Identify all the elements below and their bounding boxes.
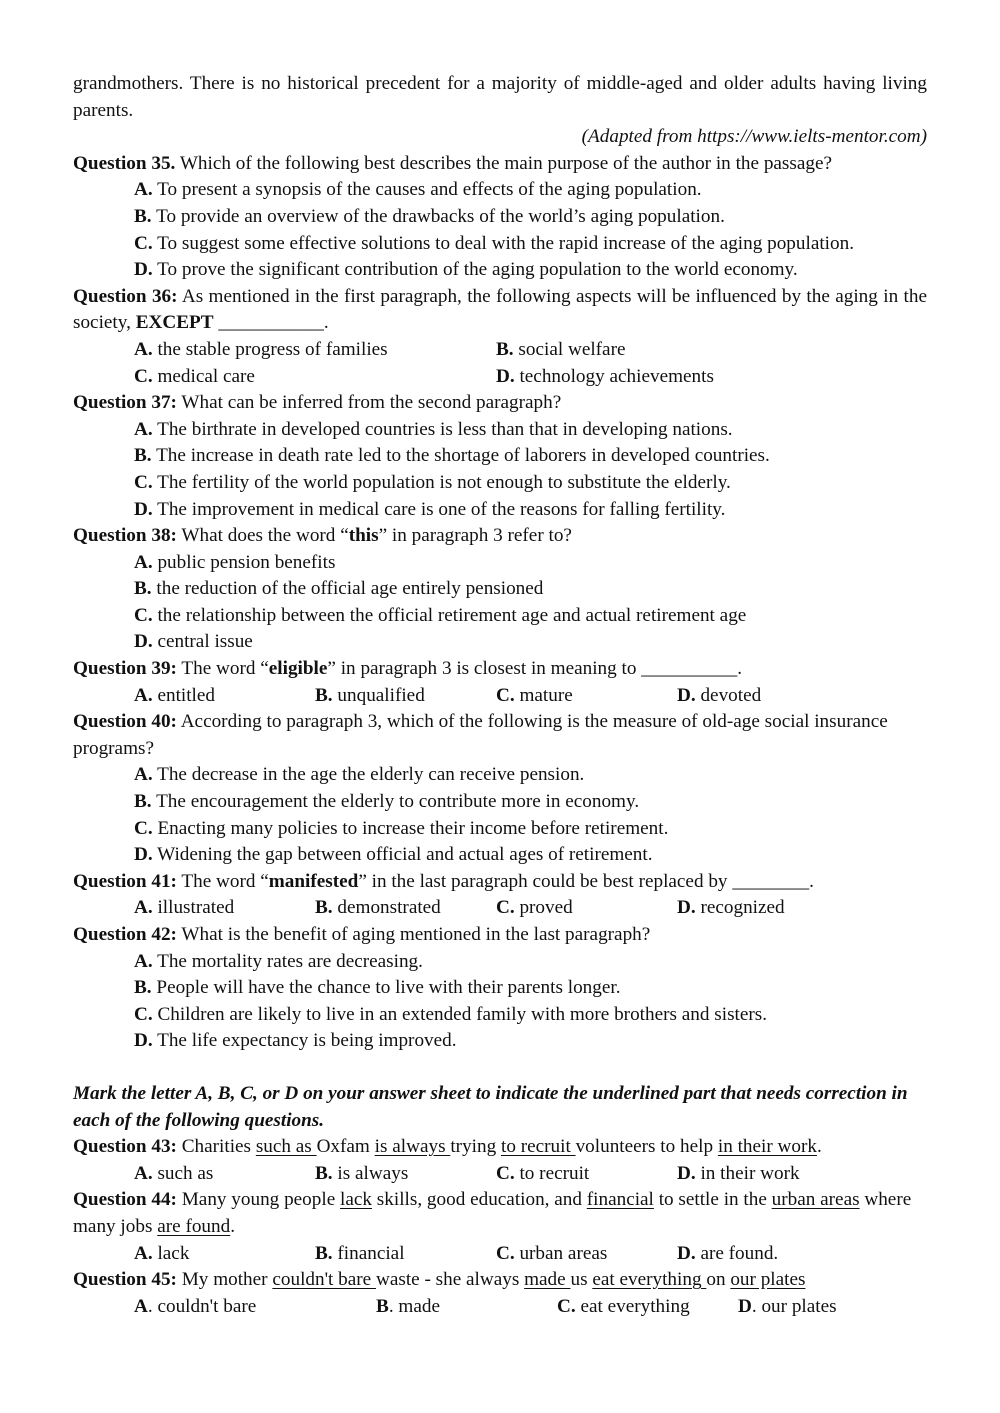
q42-option-c[interactable]: C. Children are likely to live in an extended family with more brothers and sisters. bbox=[134, 1003, 768, 1025]
q36-option-c[interactable]: C. medical care bbox=[134, 365, 255, 387]
q35-option-a[interactable]: A. To present a synopsis of the causes and effects of the aging population. bbox=[134, 179, 702, 201]
q39-option-c[interactable]: C. mature bbox=[496, 684, 573, 706]
q45-options bbox=[73, 1294, 927, 1321]
q41-option-a[interactable]: A. illustrated bbox=[134, 897, 235, 919]
question-40: Question 40: According to paragraph 3, which of the following is the measure of old-age social insurance programs? bbox=[73, 711, 888, 759]
q37-option-c[interactable]: C. The fertility of the world population is not enough to substitute the elderly. bbox=[134, 471, 731, 493]
q42-option-a[interactable]: A. The mortality rates are decreasing. bbox=[134, 950, 423, 972]
q40-option-b[interactable]: B. The encouragement the elderly to contribute more in economy. bbox=[134, 791, 640, 813]
question-42-label: Question 42: bbox=[73, 924, 177, 945]
question-38-label: Question 38: bbox=[73, 525, 177, 547]
q44-option-d[interactable]: D. are found. bbox=[677, 1242, 779, 1264]
q37-option-b[interactable]: B. The increase in death rate led to the shortage of laborers in developed countries. bbox=[134, 445, 770, 467]
underlined-part-a: couldn't bare bbox=[272, 1269, 376, 1291]
underlined-part-c: eat everything bbox=[592, 1269, 707, 1291]
underlined-part-d: our plates bbox=[730, 1269, 806, 1291]
underlined-part-c: urban areas bbox=[771, 1189, 860, 1211]
q43-option-b[interactable]: B. is always bbox=[315, 1162, 409, 1184]
q35-option-b[interactable]: B. To provide an overview of the drawbacks of the world’s aging population. bbox=[134, 205, 725, 227]
q42-option-d[interactable]: D. The life expectancy is being improved. bbox=[134, 1030, 457, 1052]
q45-option-a[interactable]: A. couldn't bare bbox=[134, 1295, 257, 1317]
question-44-label: Question 44: bbox=[73, 1189, 177, 1211]
question-39: Question 39: The word “eligible” in paragraph 3 is closest in meaning to __________. bbox=[73, 658, 742, 680]
source-citation bbox=[73, 124, 927, 151]
source-citation-text: (Adapted from https://www.ielts-mentor.com) bbox=[581, 126, 927, 148]
underlined-part-c: to recruit bbox=[500, 1136, 576, 1158]
question-37-label: Question 37: bbox=[73, 392, 177, 414]
q41-option-d[interactable]: D. recognized bbox=[677, 897, 785, 919]
section-gap bbox=[73, 1055, 927, 1081]
q44-options bbox=[73, 1241, 927, 1268]
q38-option-d[interactable]: D. central issue bbox=[134, 631, 253, 653]
q35-option-c[interactable]: C. To suggest some effective solutions to deal with the rapid increase of the aging population. bbox=[134, 232, 854, 254]
q38-option-b[interactable]: B. the reduction of the official age entirely pensioned bbox=[134, 578, 544, 600]
underlined-part-a: lack bbox=[340, 1189, 372, 1211]
q45-option-c[interactable]: C. eat everything bbox=[557, 1295, 690, 1317]
q42-option-b[interactable]: B. People will have the chance to live with their parents longer. bbox=[134, 977, 621, 999]
underlined-part-d: are found bbox=[157, 1215, 231, 1237]
question-38: Question 38: What does the word “this” in paragraph 3 refer to? bbox=[73, 525, 572, 547]
q41-option-c[interactable]: C. proved bbox=[496, 897, 573, 919]
question-35 bbox=[73, 151, 927, 178]
q43-option-a[interactable]: A. such as bbox=[134, 1162, 214, 1184]
q35-option-d[interactable]: D. To prove the significant contribution of the aging population to the world economy. bbox=[134, 259, 798, 281]
underlined-part-b: made bbox=[524, 1269, 571, 1291]
q40-option-d[interactable]: D. Widening the gap between official and actual ages of retirement. bbox=[134, 844, 653, 866]
section-instructions: Mark the letter A, B, C, or D on your answer sheet to indicate the underlined part that needs correction in each of the following questions. bbox=[73, 1082, 908, 1131]
q36-option-d[interactable]: D. technology achievements bbox=[496, 365, 714, 387]
question-45: Question 45: My mother couldn't bare waste - she always made us eat everything on our plates bbox=[73, 1269, 806, 1291]
underlined-part-b: is always bbox=[374, 1136, 451, 1158]
q45-option-b[interactable]: B. made bbox=[376, 1295, 440, 1317]
q41-options bbox=[73, 895, 927, 922]
q44-option-a[interactable]: A. lack bbox=[134, 1242, 190, 1264]
passage-ending-text: grandmothers. There is no historical precedent for a majority of middle-aged and older adults having living parents. bbox=[73, 73, 927, 121]
q36-option-b[interactable]: B. social welfare bbox=[496, 338, 626, 360]
q44-option-b[interactable]: B. financial bbox=[315, 1242, 405, 1264]
q39-options bbox=[73, 683, 927, 710]
question-35-label: Question 35. bbox=[73, 152, 176, 174]
question-45-label: Question 45: bbox=[73, 1269, 177, 1291]
q38-option-c[interactable]: C. the relationship between the official retirement age and actual retirement age bbox=[134, 604, 747, 626]
q39-option-b[interactable]: B. unqualified bbox=[315, 684, 425, 706]
underlined-part-d: in their work bbox=[717, 1136, 817, 1158]
q37-option-d[interactable]: D. The improvement in medical care is one of the reasons for falling fertility. bbox=[134, 498, 726, 520]
passage-ending bbox=[73, 71, 927, 124]
question-41: Question 41: The word “manifested” in the last paragraph could be best replaced by ________. bbox=[73, 870, 814, 892]
question-37: Question 37: What can be inferred from the second paragraph? bbox=[73, 392, 562, 414]
underlined-part-a: such as bbox=[255, 1136, 317, 1158]
q43-option-d[interactable]: D. in their work bbox=[677, 1162, 800, 1184]
question-41-label: Question 41: bbox=[73, 870, 177, 892]
question-43: Question 43: Charities such as Oxfam is always trying to recruit volunteers to help in their work. bbox=[73, 1136, 822, 1158]
q38-option-a[interactable]: A. public pension benefits bbox=[134, 551, 336, 573]
question-42: Question 42: What is the benefit of aging mentioned in the last paragraph? bbox=[73, 924, 651, 945]
q40-option-c[interactable]: C. Enacting many policies to increase their income before retirement. bbox=[134, 817, 669, 839]
question-43-label: Question 43: bbox=[73, 1136, 177, 1158]
answer-blank[interactable]: ___________ bbox=[218, 312, 324, 334]
question-40-label: Question 40: bbox=[73, 711, 177, 733]
q39-option-d[interactable]: D. devoted bbox=[677, 684, 762, 706]
q37-option-a[interactable]: A. The birthrate in developed countries is less than that in developing nations. bbox=[134, 418, 733, 440]
q43-option-c[interactable]: C. to recruit bbox=[496, 1162, 590, 1184]
q36-option-a[interactable]: A. the stable progress of families bbox=[134, 338, 388, 360]
q40-option-a[interactable]: A. The decrease in the age the elderly can receive pension. bbox=[134, 764, 585, 786]
worksheet-content bbox=[73, 71, 927, 1320]
q45-option-d[interactable]: D. our plates bbox=[738, 1295, 837, 1317]
q36-options-row-2 bbox=[73, 364, 927, 391]
question-35-text: Which of the following best describes the main purpose of the author in the passage? bbox=[179, 152, 833, 174]
q43-options bbox=[73, 1161, 927, 1188]
question-36: Question 36: As mentioned in the first paragraph, the following aspects will be influenced by the aging in the society, EXCEPT ___________. bbox=[73, 285, 927, 334]
q39-option-a[interactable]: A. entitled bbox=[134, 684, 215, 706]
underlined-part-b: financial bbox=[586, 1189, 654, 1211]
question-36-label: Question 36: bbox=[73, 285, 178, 307]
question-39-label: Question 39: bbox=[73, 658, 177, 680]
question-44: Question 44: Many young people lack skills, good education, and financial to settle in the urban areas where many jobs are found. bbox=[73, 1189, 912, 1237]
q36-options-row-1 bbox=[73, 337, 927, 364]
q44-option-c[interactable]: C. urban areas bbox=[496, 1242, 608, 1264]
q41-option-b[interactable]: B. demonstrated bbox=[315, 897, 441, 919]
